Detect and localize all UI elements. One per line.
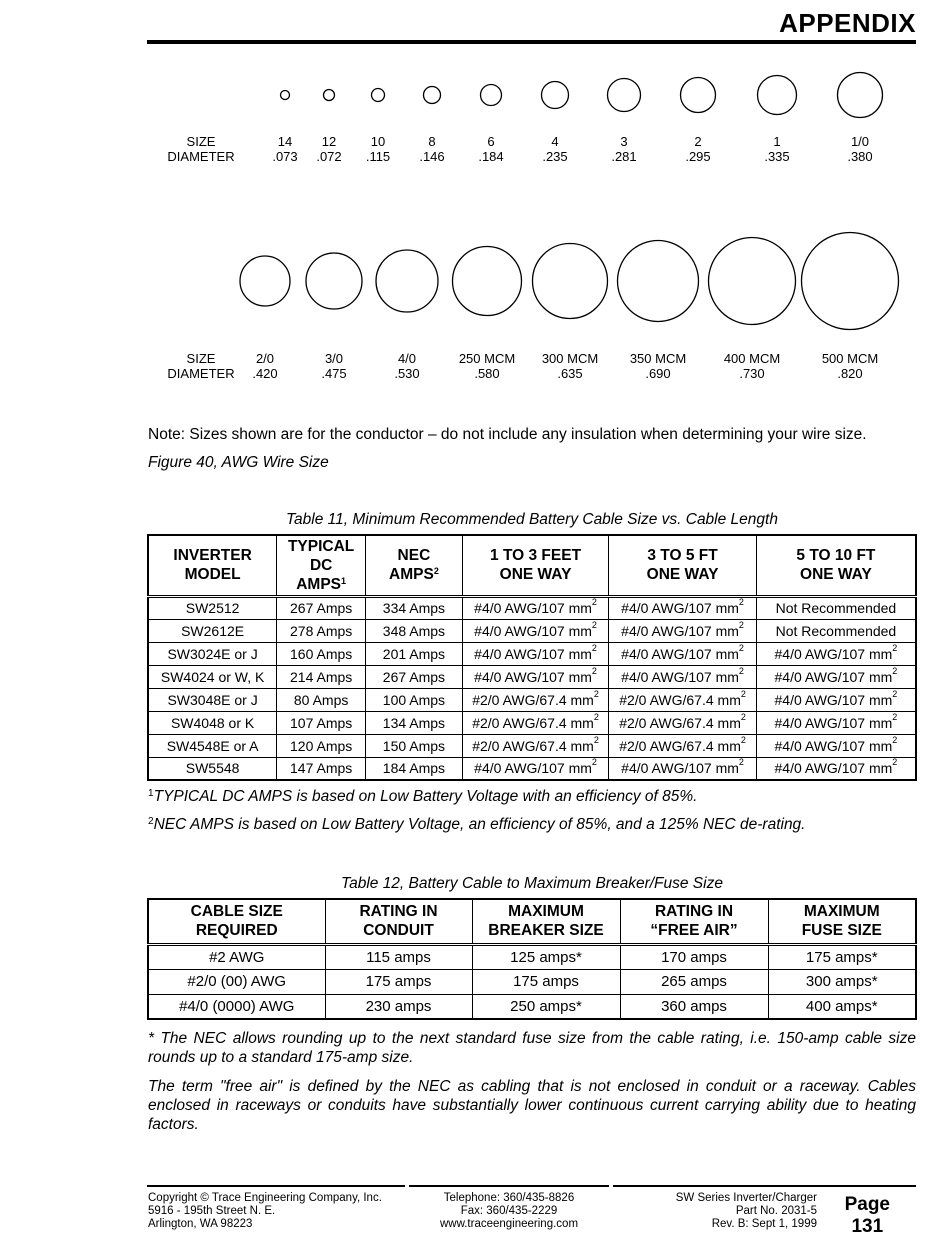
footer-rule: [147, 1185, 405, 1187]
wire-diameter: .281: [611, 149, 637, 164]
wire-label: [471, 134, 511, 164]
wire-circle-4-0: [376, 250, 438, 312]
wire-label: [712, 351, 792, 381]
table-cell: SW2612E: [148, 619, 277, 642]
wire-diameter: .475: [321, 366, 347, 381]
wire-label: [840, 134, 880, 164]
wire-label: [535, 134, 575, 164]
wire-label: [678, 134, 718, 164]
table-cell: 175 amps: [325, 969, 472, 994]
wire-label: [309, 134, 349, 164]
wire-circle-10: [372, 89, 385, 102]
table-cell: #4/0 AWG/107 $mm^2$: [462, 619, 609, 642]
header-max-breaker: MAXIMUM BREAKER SIZE: [472, 899, 620, 944]
table-cell: #4/0 AWG/107 $mm^2$: [462, 596, 609, 619]
wire-size: 250 MCM: [458, 351, 516, 366]
table-cell: SW4548E or A: [148, 734, 277, 757]
table-row: [148, 994, 916, 1019]
table-cell: Not Recommended: [756, 619, 916, 642]
table-cell: #2/0 AWG/67.4 $mm^2$: [609, 688, 757, 711]
size-label: SIZE: [186, 134, 216, 149]
table-cell: 267 Amps: [277, 596, 366, 619]
wire-label: [377, 351, 437, 381]
table-cell: #2/0 AWG/67.4 $mm^2$: [462, 734, 609, 757]
table-cell: 348 Amps: [366, 619, 463, 642]
wire-circle-400mcm: [709, 238, 796, 325]
table-cell: #4/0 AWG/107 $mm^2$: [609, 619, 757, 642]
wire-size: 300 MCM: [541, 351, 599, 366]
header-max-fuse: MAXIMUM FUSE SIZE: [768, 899, 916, 944]
wire-circle-250mcm: [453, 247, 522, 316]
wire-diameter: .335: [764, 149, 790, 164]
wire-size: 10: [370, 134, 386, 149]
size-label: SIZE: [186, 351, 216, 366]
wire-diameter: .530: [394, 366, 420, 381]
table-cell: 300 amps*: [768, 969, 916, 994]
nec-rounding-note: * The NEC allows rounding up to the next standard fuse size from the cable rating, i.e. 150-amp cable size rounds up to a standard 175-amp size.: [148, 1030, 916, 1066]
free-air-note: The term "free air" is defined by the NEC as cabling that is not enclosed in conduit or a raceway. Cables enclosed in raceways or conduits have substantially lower continuous current carrying ability due to heating factors.: [148, 1078, 916, 1133]
header-5-to-10-ft: 5 TO 10 FT ONE WAY: [756, 535, 916, 596]
table12-caption: Table 12, Battery Cable to Maximum Breaker/Fuse Size: [341, 875, 723, 892]
wire-size: 2/0: [255, 351, 275, 366]
table-cell: 267 Amps: [366, 665, 463, 688]
wire-size: 500 MCM: [821, 351, 879, 366]
table11-battery-cable-size: [147, 534, 917, 781]
table-cell: 170 amps: [620, 944, 768, 969]
table-cell: #4/0 AWG/107 $mm^2$: [756, 642, 916, 665]
header-1-to-3-feet: 1 TO 3 FEET ONE WAY: [462, 535, 609, 596]
wire-label: [412, 134, 452, 164]
diameter-label: DIAMETER: [167, 366, 235, 381]
page-number: Page 131: [844, 1194, 890, 1237]
wire-size: 6: [487, 134, 495, 149]
wire-size-note: Note: Sizes shown are for the conductor – do not include any insulation when determining your wire size.: [148, 426, 867, 443]
header-3-to-5-ft: 3 TO 5 FT ONE WAY: [609, 535, 757, 596]
wire-circle-350mcm: [618, 241, 699, 322]
table-cell: #4/0 AWG/107 $mm^2$: [756, 665, 916, 688]
wire-diameter: .115: [365, 149, 391, 164]
wire-size: 12: [321, 134, 337, 149]
wire-size: 14: [277, 134, 293, 149]
table-cell: 265 amps: [620, 969, 768, 994]
table-row: [148, 969, 916, 994]
table-cell: SW4024 or W, K: [148, 665, 277, 688]
table-cell: #2/0 AWG/67.4 $mm^2$: [609, 711, 757, 734]
wire-label: [358, 134, 398, 164]
wire-circle-14: [281, 91, 290, 100]
table-cell: #4/0 AWG/107 $mm^2$: [462, 757, 609, 780]
table-cell: 160 Amps: [277, 642, 366, 665]
wire-diameter: .072: [316, 149, 342, 164]
figure-caption: Figure 40, AWG Wire Size: [148, 454, 329, 471]
table-cell: #4/0 (0000) AWG: [148, 994, 325, 1019]
diameter-label: DIAMETER: [167, 149, 235, 164]
wire-diameter: .690: [645, 366, 671, 381]
table-cell: 115 amps: [325, 944, 472, 969]
table-cell: 150 Amps: [366, 734, 463, 757]
wire-circle-500mcm: [802, 233, 899, 330]
table-row: [148, 665, 916, 688]
footnote-2: $^2$NEC AMPS is based on Low Battery Voltage, an efficiency of 85%, and a 125% NEC de-rating.: [148, 816, 806, 833]
wire-diameter: .295: [685, 149, 711, 164]
wire-size: 8: [428, 134, 436, 149]
wire-diameter: .380: [847, 149, 873, 164]
table-cell: 184 Amps: [366, 757, 463, 780]
wire-label: [604, 134, 644, 164]
wire-diameter: .073: [272, 149, 298, 164]
wire-circle-1: [758, 76, 797, 115]
wire-diameter: .580: [474, 366, 500, 381]
header-rating-free-air: RATING IN “FREE AIR”: [620, 899, 768, 944]
table-cell: SW3024E or J: [148, 642, 277, 665]
wire-diameter: .235: [542, 149, 568, 164]
table-cell: SW4048 or K: [148, 711, 277, 734]
wire-label: [757, 134, 797, 164]
table-cell: #4/0 AWG/107 $mm^2$: [756, 711, 916, 734]
wire-circle-6: [481, 85, 502, 106]
table-cell: #4/0 AWG/107 $mm^2$: [609, 757, 757, 780]
table-cell: 175 amps*: [768, 944, 916, 969]
wire-size: 1/0: [850, 134, 870, 149]
table-row: [148, 711, 916, 734]
wire-circle-1-0: [838, 73, 883, 118]
table-cell: SW3048E or J: [148, 688, 277, 711]
table-cell: #4/0 AWG/107 $mm^2$: [756, 688, 916, 711]
wire-circle-300mcm: [533, 244, 608, 319]
table-row: [148, 734, 916, 757]
table-cell: #4/0 AWG/107 $mm^2$: [756, 757, 916, 780]
wire-diameter: .730: [739, 366, 765, 381]
table-row: [148, 757, 916, 780]
awg-wire-circles: [0, 0, 950, 340]
table-cell: 175 amps: [472, 969, 620, 994]
wire-circle-3: [608, 79, 641, 112]
wire-size: 1: [773, 134, 781, 149]
table-cell: 120 Amps: [277, 734, 366, 757]
table-cell: #4/0 AWG/107 $mm^2$: [756, 734, 916, 757]
table11-caption: Table 11, Minimum Recommended Battery Cable Size vs. Cable Length: [286, 511, 778, 528]
footnote-1: $^1$TYPICAL DC AMPS is based on Low Battery Voltage with an efficiency of 85%.: [148, 788, 698, 805]
table-cell: SW2512: [148, 596, 277, 619]
header-typical-dc-amps: TYPICAL DC AMPS$^1$: [277, 535, 366, 596]
table-cell: 125 amps*: [472, 944, 620, 969]
header-inverter-model: INVERTER MODEL: [148, 535, 277, 596]
table-row: [148, 596, 916, 619]
wire-circle-4: [542, 82, 569, 109]
table-row: [148, 688, 916, 711]
wire-label: [810, 351, 890, 381]
row1-axis-labels: [161, 134, 241, 164]
wire-label: [618, 351, 698, 381]
table-cell: 214 Amps: [277, 665, 366, 688]
table-cell: #2/0 (00) AWG: [148, 969, 325, 994]
table-cell: 334 Amps: [366, 596, 463, 619]
wire-size: 400 MCM: [723, 351, 781, 366]
wire-diameter: .146: [419, 149, 445, 164]
wire-circle-3-0: [306, 253, 362, 309]
wire-label: [235, 351, 295, 381]
table12-body: [148, 944, 916, 1019]
table-row: [148, 642, 916, 665]
wire-diameter: .820: [837, 366, 863, 381]
table-cell: #4/0 AWG/107 $mm^2$: [609, 596, 757, 619]
table-header-row: [148, 535, 916, 596]
wire-size: 4: [551, 134, 559, 149]
table-cell: 230 amps: [325, 994, 472, 1019]
row2-axis-labels: [161, 351, 241, 381]
footer-rule: [613, 1185, 916, 1187]
table-cell: #4/0 AWG/107 $mm^2$: [462, 642, 609, 665]
page-title: APPENDIX: [779, 8, 916, 38]
table-cell: #2/0 AWG/67.4 $mm^2$: [609, 734, 757, 757]
header-cable-size: CABLE SIZE REQUIRED: [148, 899, 325, 944]
header-nec-amps: NEC AMPS$^2$: [366, 535, 463, 596]
table-cell: 250 amps*: [472, 994, 620, 1019]
wire-size: 3/0: [324, 351, 344, 366]
table-cell: #2 AWG: [148, 944, 325, 969]
table-cell: #4/0 AWG/107 $mm^2$: [609, 665, 757, 688]
wire-diameter: .635: [557, 366, 583, 381]
table-cell: #2/0 AWG/67.4 $mm^2$: [462, 688, 609, 711]
wire-circle-8: [424, 87, 441, 104]
table-row: [148, 619, 916, 642]
wire-diameter: .420: [252, 366, 278, 381]
wire-label: [265, 134, 305, 164]
table-cell: 107 Amps: [277, 711, 366, 734]
table-header-row: [148, 899, 916, 944]
wire-size: 350 MCM: [629, 351, 687, 366]
table-row: [148, 944, 916, 969]
wire-size: 4/0: [397, 351, 417, 366]
table-cell: SW5548: [148, 757, 277, 780]
footer-copyright: Copyright © Trace Engineering Company, Inc. 5916 - 195th Street N. E. Arlington, WA 98223: [148, 1192, 382, 1230]
table-cell: #4/0 AWG/107 $mm^2$: [609, 642, 757, 665]
footer-part-info: SW Series Inverter/Charger Part No. 2031-5 Rev. B: Sept 1, 1999: [675, 1192, 817, 1230]
table-cell: 400 amps*: [768, 994, 916, 1019]
table11-body: [148, 596, 916, 780]
wire-label: [530, 351, 610, 381]
wire-diameter: .184: [478, 149, 504, 164]
wire-size: 3: [620, 134, 628, 149]
table-cell: Not Recommended: [756, 596, 916, 619]
header-rating-conduit: RATING IN CONDUIT: [325, 899, 472, 944]
wire-circle-12: [324, 90, 335, 101]
table-cell: 147 Amps: [277, 757, 366, 780]
wire-circle-2-0: [240, 256, 290, 306]
table-cell: #2/0 AWG/67.4 $mm^2$: [462, 711, 609, 734]
table12-breaker-fuse-size: [147, 898, 917, 1020]
wire-size: 2: [694, 134, 702, 149]
table-cell: 80 Amps: [277, 688, 366, 711]
table-cell: #4/0 AWG/107 $mm^2$: [462, 665, 609, 688]
wire-circle-2: [681, 78, 716, 113]
table-cell: 278 Amps: [277, 619, 366, 642]
wire-label: [304, 351, 364, 381]
table-cell: 201 Amps: [366, 642, 463, 665]
wire-label: [447, 351, 527, 381]
table-cell: 360 amps: [620, 994, 768, 1019]
table-cell: 134 Amps: [366, 711, 463, 734]
table-cell: 100 Amps: [366, 688, 463, 711]
footer-rule: [409, 1185, 609, 1187]
footer-contact: Telephone: 360/435-8826 Fax: 360/435-2229 www.traceengineering.com: [439, 1192, 579, 1230]
